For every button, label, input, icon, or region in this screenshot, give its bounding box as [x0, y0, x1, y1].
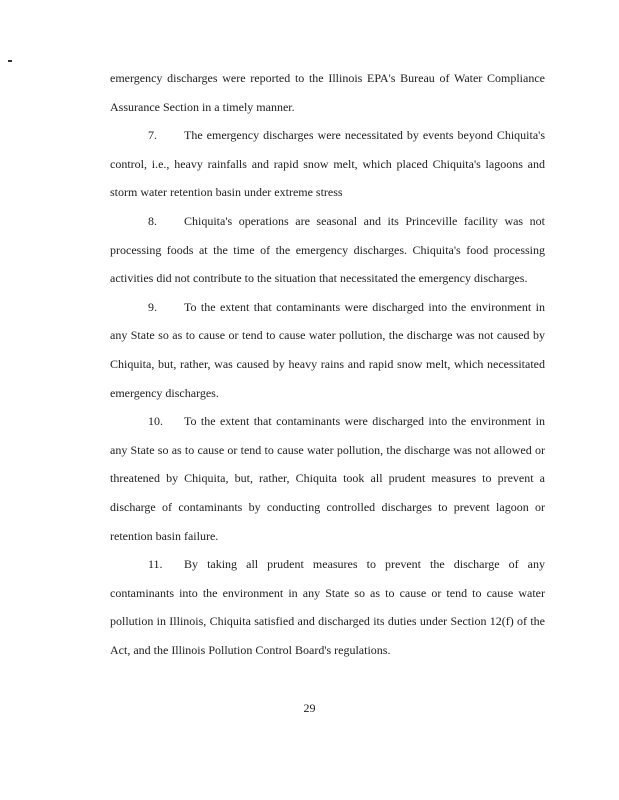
paragraph-number: 8. — [148, 213, 157, 228]
continuation-paragraph — [110, 64, 545, 121]
continuation-text: emergency discharges were reported to the Illinois EPA's Bureau of Water Compliance Assurance Section in a timely manner. — [110, 71, 545, 114]
paragraph-10 — [110, 407, 545, 550]
paragraph-number: 11. — [148, 557, 163, 572]
paragraph-text: Chiquita's operations are seasonal and its Princeville facility was not processing foods at the time of the emergency discharges. Chiquita's food processing activities did not contribute to the situation that necessitated the emergency discharges. — [110, 213, 545, 286]
paragraph-number: 7. — [148, 128, 157, 143]
paragraph-text: The emergency discharges were necessitated by events beyond Chiquita's control, i.e., heavy rainfalls and rapid snow melt, which placed Chiquita's lagoons and storm water retention basin under extreme stress — [110, 128, 545, 200]
paragraph-11 — [110, 550, 545, 664]
paragraph-7 — [110, 121, 545, 207]
page-number: 29 — [303, 701, 316, 715]
paragraph-text: By taking all prudent measures to prevent the discharge of any contaminants into the environment in any State so as to cause or tend to cause water pollution in Illinois, Chiquita satisfied and discharged its duties under Section 12(f) of the Act, and the Illinois Pollution Control Board's regulations. — [110, 557, 545, 657]
paragraph-number: 10. — [148, 414, 163, 429]
paragraph-text: To the extent that contaminants were discharged into the environment in any State so as to cause or tend to cause water pollution, the discharge was not caused by Chiquita, but, rather, was caused by heavy rains and rapid snow melt, which necessitated emergency discharges. — [110, 299, 545, 400]
paragraph-8 — [110, 207, 545, 293]
paragraph-text: To the extent that contaminants were discharged into the environment in any State so as to cause or tend to cause water pollution, the discharge was not allowed or threatened by Chiquita, but, rather, Chiquita took all prudent measures to prevent a discharge of contaminants by conducting controlled discharges to prevent lagoon or retention basin failure. — [110, 414, 545, 543]
paragraph-9 — [110, 293, 545, 407]
paragraph-number: 9. — [148, 299, 157, 314]
scan-mark — [8, 60, 12, 62]
body-text — [110, 64, 545, 664]
